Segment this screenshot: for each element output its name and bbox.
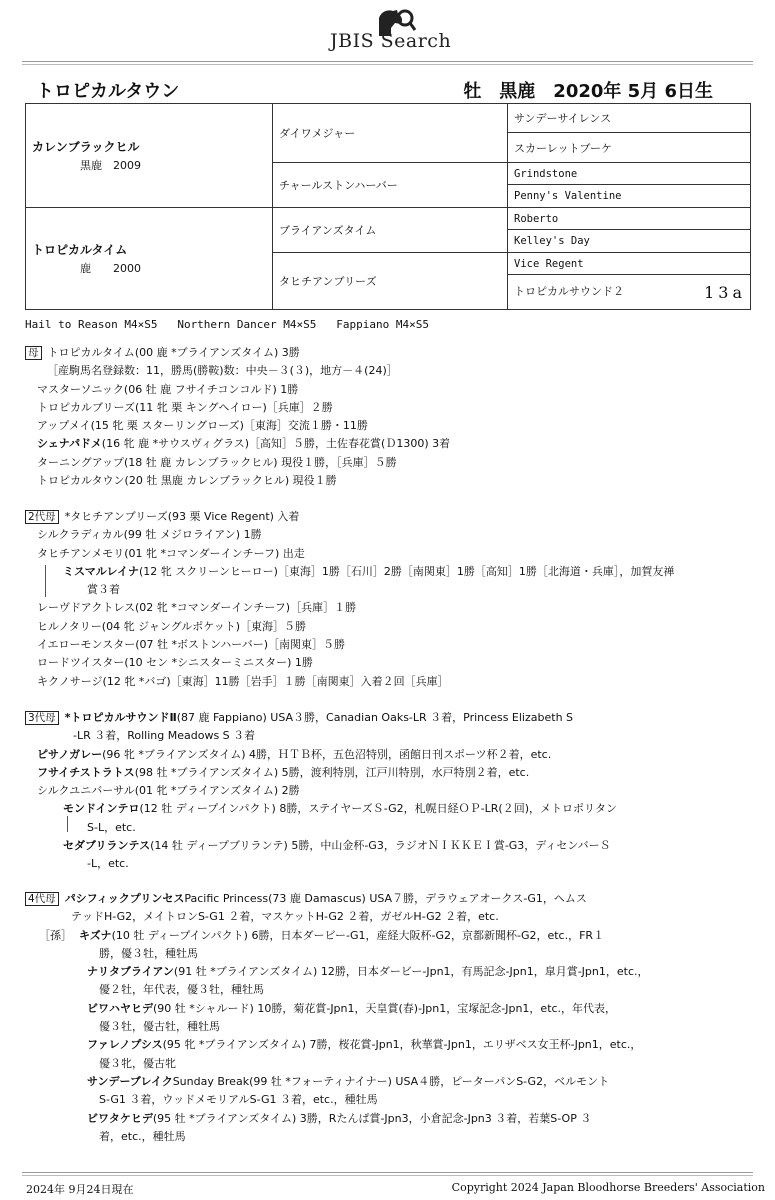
fd-line-13: (95 牝 *ブライアンズタイム) 7勝，桜花賞-Jpn1，秋華賞-Jpn1，エリザベス女王杯-Jpn1，etc.， xyxy=(162,1038,642,1052)
fd-line-7: (91 牡 *ブライアンズタイム) 12勝，日本ダービー-Jpn1，有馬記念-Jpn1，皐月賞-Jpn1，etc.， xyxy=(173,965,649,979)
horse-name: トロピカルタウン xyxy=(36,81,180,102)
dam-line-4: アップメイ(15 牝 栗 スターリングローズ)［東海］交流１勝・11勝 xyxy=(37,419,368,433)
fd-line-19: (95 牡 *ブライアンズタイム) 3勝，Rたんぱ賞-Jpn3，小倉記念-Jpn3 ３着，若葉S-OP ３ xyxy=(152,1111,592,1125)
inbreeding-line: Hail to Reason M4×S5 Northern Dancer M4×S5 Fappiano M4×S5 xyxy=(25,318,429,331)
sd-line-8: イエローモンスター(07 牡 *ボストンハーバー)［南関東］５勝 xyxy=(37,638,345,652)
fd-line-15: サンデーブレイク xyxy=(87,1074,173,1088)
td-line-0: *トロピカルサウンドⅡ xyxy=(64,711,177,724)
td-line-13: -L，etc. xyxy=(87,857,129,871)
dam-line-8: トロピカルタウン(20 牡 黒鹿 カレンブラックヒル) 現役１勝 xyxy=(37,474,337,488)
sd-line-3: ミスマルレイナ xyxy=(63,564,139,578)
td-line-1: (87 鹿 Fappiano) USA３勝，Canadian Oaks-LR ３着，Princess Elizabeth S xyxy=(176,711,574,724)
fd-line-6: ナリタブライアン xyxy=(87,965,174,979)
fd-line-10: (90 牡 *シャルード) 10勝，菊花賞-Jpn1，天皇賞(春)-Jpn1，宝塚記念-Jpn1，etc.，年代表， xyxy=(153,1001,617,1015)
td-line-9: (12 牡 ディープインパクト) 8勝，ステイヤーズＳ-G2，札幌日経ＯＰ-LR(２回)，メトロポリタン xyxy=(139,802,618,816)
sd-line-5: 賞３着 xyxy=(87,583,120,597)
sire-cell xyxy=(26,104,273,208)
tree-line-2 xyxy=(67,816,68,832)
family-code: 13a xyxy=(704,282,746,302)
logo-text: JBIS Search xyxy=(330,30,452,52)
fourth-dam-section xyxy=(25,890,745,1146)
sire-detail: 黒鹿 2009 xyxy=(80,158,141,172)
sire-name: カレンブラックヒル xyxy=(32,139,140,154)
dam-tag: 母 xyxy=(25,346,42,360)
sd-line-6: レーヴドアクトレス(02 牝 *コマンダーインチーフ)［兵庫］１勝 xyxy=(37,601,357,615)
horse-info: 牡 黒鹿 2020年 5月 6日生 xyxy=(463,81,713,102)
fd-line-20: 着，etc.，種牡馬 xyxy=(99,1129,186,1143)
dam-line-5: シェナパドメ xyxy=(37,437,102,451)
dam-line-6: (16 牝 鹿 *サウスヴィグラス)［高知］５勝，土佐春花賞(Ｄ1300) 3着 xyxy=(101,437,451,451)
dsd-cell: Kelley's Day xyxy=(508,230,751,253)
fd-line-17: S-G1 ３着，ウッドメモリアルS-G1 ３着，etc.，種牡馬 xyxy=(99,1093,378,1107)
dam-line-3: トロピカルブリーズ(11 牝 栗 キングヘイロー)［兵庫］２勝 xyxy=(37,400,333,414)
footer-date: 2024年 9月24日現在 xyxy=(26,1183,134,1196)
fd-line-4: (10 牡 ディープインパクト) 6勝，日本ダービー-G1，産経大阪杯-G2，京都新聞杯-G2，etc.，FR１ xyxy=(111,928,605,942)
fd-line-14: 優３牝，優古牝 xyxy=(99,1056,176,1070)
td-line-5: フサイチストラトス xyxy=(37,765,135,779)
third-dam-tag: 3代母 xyxy=(25,711,59,725)
dam-line-0: トロピカルタイム(00 鹿 *ブライアンズタイム) 3勝 xyxy=(47,346,300,359)
third-dam-section xyxy=(25,709,745,874)
td-line-4: (96 牝 *ブライアンズタイム) 4勝，ＨＴＢ杯，五色沼特別，函館日刊スポーツ杯２着，etc. xyxy=(102,747,552,761)
fd-line-0: パシフィックプリンセス xyxy=(64,892,185,905)
dam-line-2: マスターソニック(06 牡 鹿 フサイチコンコルド) 1勝 xyxy=(37,382,299,396)
fd-line-18: ビワタケヒデ xyxy=(87,1111,153,1125)
fd-line-12: ファレノプシス xyxy=(87,1038,163,1052)
second-dam-section xyxy=(25,508,745,691)
second-dam-tag: 2代母 xyxy=(25,510,59,524)
fourth-dam-tag: 4代母 xyxy=(25,892,59,906)
sd-line-10: キクノサージ(12 牝 *バゴ)［東海］11勝［岩手］１勝［南関東］入着２回［兵庫］ xyxy=(37,674,449,688)
sss-cell: サンデーサイレンス xyxy=(508,104,751,133)
ssd-cell: スカーレットブーケ xyxy=(508,133,751,162)
fd-line-9: ビワハヤヒデ xyxy=(87,1001,153,1015)
dam-dam-cell: タヒチアンブリーズ xyxy=(273,252,508,309)
sds-cell: Grindstone xyxy=(508,162,751,185)
ddd-name: トロピカルサウンド２ xyxy=(514,284,624,298)
td-line-10: S-L，etc. xyxy=(87,820,136,834)
sd-line-1: シルクラディカル(99 牡 メジロライアン) 1勝 xyxy=(37,528,262,542)
pedigree-table xyxy=(25,103,751,310)
td-line-8: モンドインテロ xyxy=(63,802,140,816)
dam-line-1: ［産駒馬名登録数：11，勝馬(勝鞍)数：中央－３(３)，地方－４(24)］ xyxy=(47,364,398,378)
bottom-divider xyxy=(22,1172,753,1173)
sd-line-7: ヒルノタリー(04 牝 ジャングルポケット)［東海］５勝 xyxy=(37,619,307,633)
dss-cell: Roberto xyxy=(508,207,751,230)
sd-line-0: *タヒチアンブリーズ(93 栗 Vice Regent) 入着 xyxy=(64,510,300,523)
sd-line-2: タヒチアンメモリ(01 牝 *コマンダーインチーフ) 出走 xyxy=(37,546,305,560)
fd-line-3: キズナ xyxy=(79,928,112,942)
td-line-2: -LR ３着，Rolling Meadows S ３着 xyxy=(73,729,256,743)
sire-sire-cell: ダイワメジャー xyxy=(273,104,508,163)
footer-copyright: Copyright 2024 Japan Bloodhorse Breeders' Association xyxy=(451,1181,765,1194)
fd-line-8: 優２牡，年代表，優３牡，種牡馬 xyxy=(99,983,264,997)
ddd-cell xyxy=(508,275,751,310)
fd-line-1: Pacific Princess(73 鹿 Damascus) USA７勝，デラウェアオークス-G1，ヘムス xyxy=(184,892,587,905)
fd-line-16: Sunday Break(99 牡 *フォーティナイナー) USA４勝，ピーターパンS-G2，ベルモント xyxy=(172,1074,610,1088)
dam-line-7: ターニングアップ(18 牡 鹿 カレンブラックヒル) 現役１勝，［兵庫］５勝 xyxy=(37,455,397,469)
dam-detail: 鹿 2000 xyxy=(80,261,141,275)
td-line-3: ピサノガレー xyxy=(37,747,103,761)
sdd-cell: Penny's Valentine xyxy=(508,185,751,208)
grandchildren-label: ［孫］ xyxy=(39,928,72,942)
bottom-divider-2 xyxy=(22,1175,753,1176)
fd-line-2: テッドH-G2，メイトロンS-G1 ２着，マスケットH-G2 ２着，ガゼルH-G2 ２着，etc. xyxy=(71,910,499,924)
td-line-7: シルクユニバーサル(01 牝 *ブライアンズタイム) 2勝 xyxy=(37,784,300,798)
dam-section xyxy=(25,344,745,490)
sire-dam-cell: チャールストンハーバー xyxy=(273,162,508,207)
top-divider-2 xyxy=(22,64,753,65)
td-line-12: (14 牡 ディープブリランテ) 5勝，中山金杯-G3，ラジオＮＩＫＫＥＩ賞-G3，ディセンバーＳ xyxy=(150,839,611,853)
dds-cell: Vice Regent xyxy=(508,252,751,275)
fd-line-5: 勝，優３牡，種牡馬 xyxy=(99,946,198,960)
top-divider xyxy=(22,61,753,62)
td-line-11: セダブリランテス xyxy=(63,839,151,853)
sd-line-4: (12 牝 スクリーンヒーロー)［東海］1勝［石川］2勝［南関東］1勝［高知］1勝［北海道・兵庫］，加賀友禅 xyxy=(138,564,675,578)
fd-line-11: 優３牡，優古牡，種牡馬 xyxy=(99,1020,220,1034)
dam-cell xyxy=(26,207,273,309)
tree-line xyxy=(45,565,46,597)
dam-name: トロピカルタイム xyxy=(32,242,128,257)
td-line-6: (98 牡 *ブライアンズタイム) 5勝，渡利特別，江戸川特別，水戸特別２着，etc. xyxy=(134,765,530,779)
dam-sire-cell: ブライアンズタイム xyxy=(273,207,508,252)
sd-line-9: ロードツイスター(10 セン *シニスターミニスター) 1勝 xyxy=(37,656,313,670)
